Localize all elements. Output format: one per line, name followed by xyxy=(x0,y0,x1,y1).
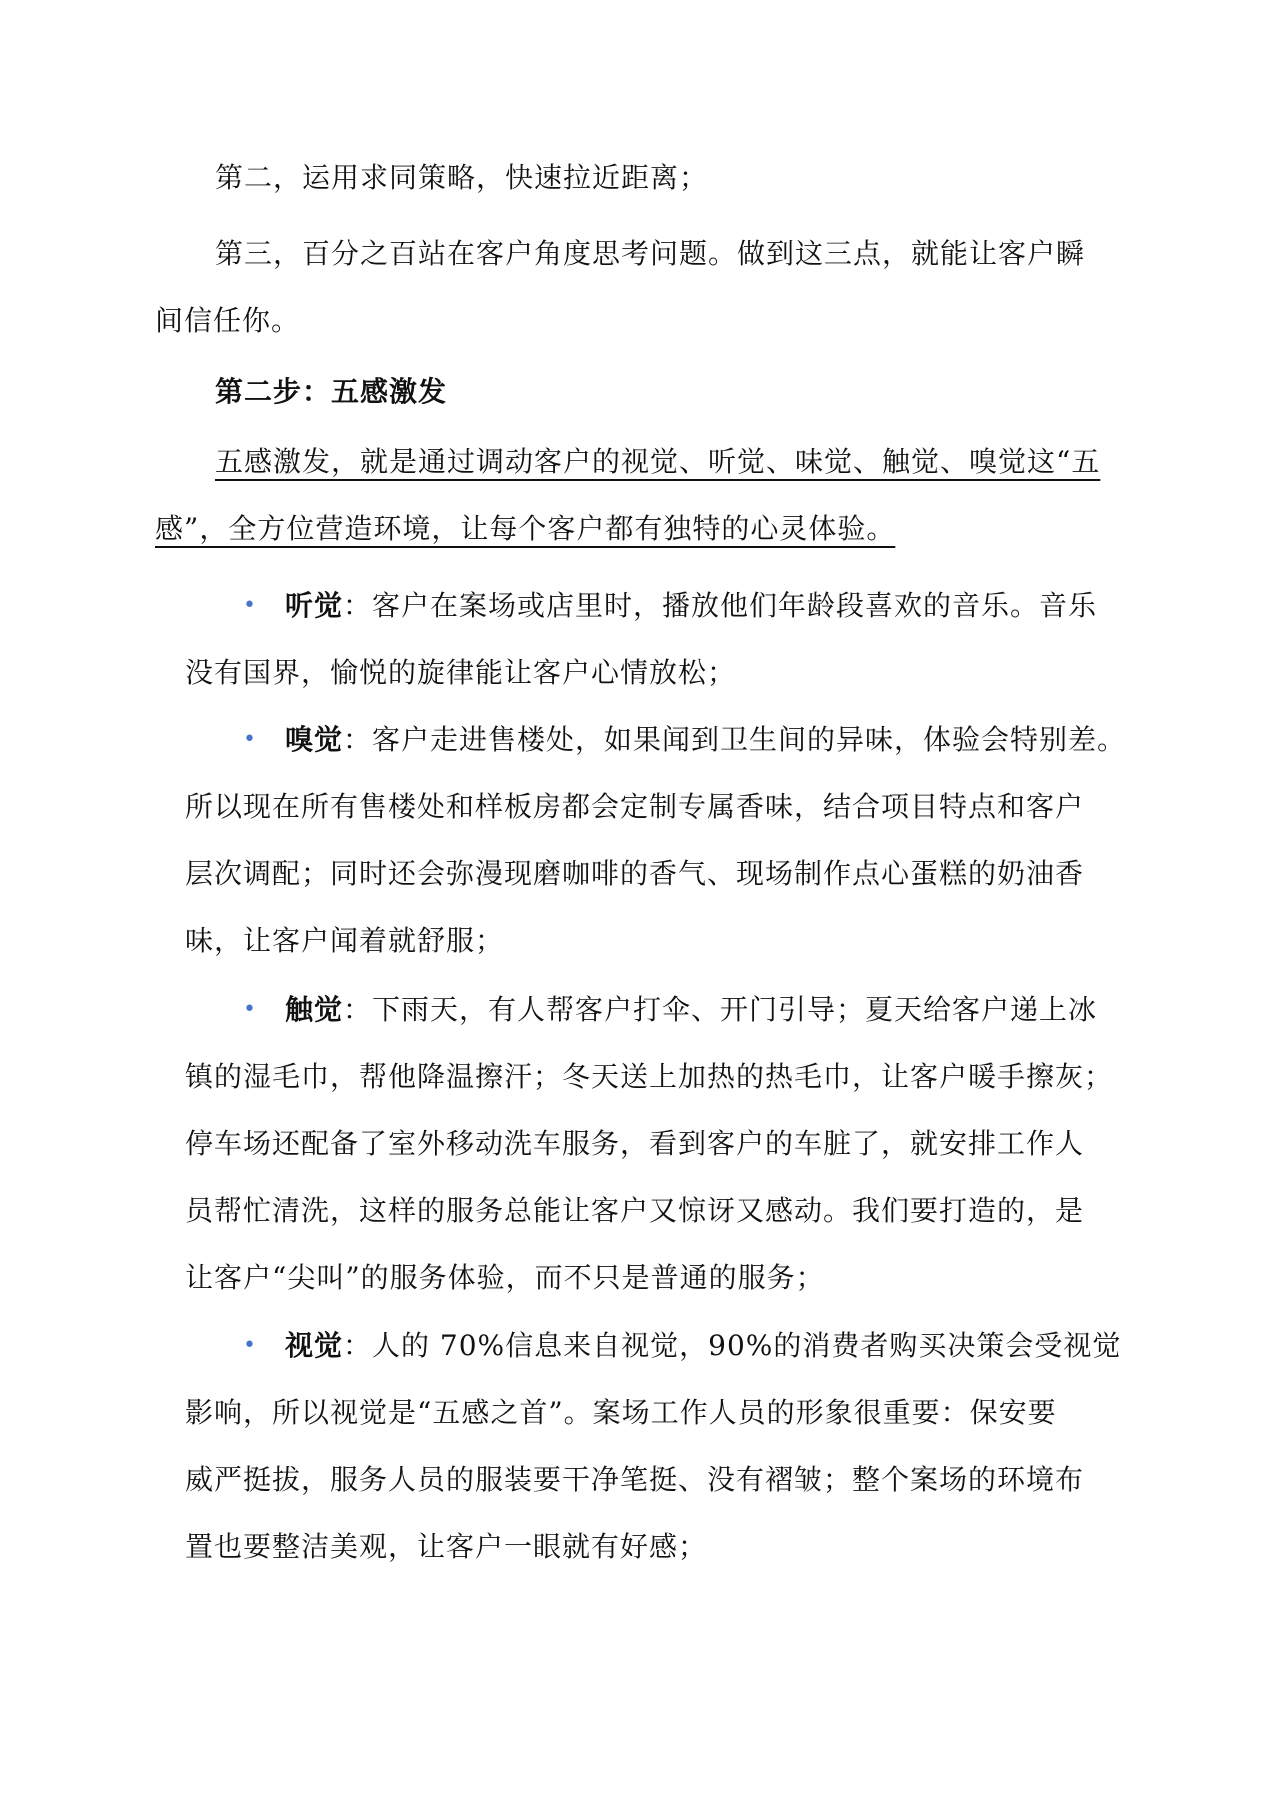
bullet-sight xyxy=(155,1312,1120,1580)
paragraph-third-point xyxy=(155,220,1120,354)
bullet-label: 触觉 xyxy=(285,993,344,1026)
bullet-text: ：下雨天，有人帮客户打伞、开门引导；夏天给客户递上冰 xyxy=(343,993,1098,1026)
paragraph-second-point xyxy=(155,144,1120,211)
bullet-hearing xyxy=(155,572,1120,706)
bullet-continuation: 停车场还配备了室外移动洗车服务，看到客户的车脏了，就安排工作人 xyxy=(185,1127,1085,1160)
bullet-icon: • xyxy=(243,727,257,752)
bullet-icon: • xyxy=(243,1333,257,1358)
bullet-label: 嗅觉 xyxy=(285,723,344,756)
list-item xyxy=(155,1312,1120,1379)
bullet-label: 听觉 xyxy=(285,589,344,622)
list-item xyxy=(155,706,1127,773)
list-item xyxy=(155,976,1120,1043)
bullet-continuation: 层次调配；同时还会弥漫现磨咖啡的香气、现场制作点心蛋糕的奶油香 xyxy=(185,857,1085,890)
intro-paragraph xyxy=(155,428,1120,562)
list-item xyxy=(155,572,1120,639)
paragraph-line xyxy=(155,495,1120,562)
bullet-text: ：人的 70%信息来自视觉，90%的消费者购买决策会受视觉 xyxy=(343,1329,1122,1362)
bullet-icon: • xyxy=(243,593,257,618)
bullet-continuation: 置也要整洁美观，让客户一眼就有好感； xyxy=(185,1530,708,1563)
bullet-continuation: 影响，所以视觉是“五感之首”。案场工作人员的形象很重要：保安要 xyxy=(185,1396,1057,1429)
paragraph-line: 第二，运用求同策略，快速拉近距离； xyxy=(215,161,709,194)
bullet-continuation: 所以现在所有售楼处和样板房都会定制专属香味，结合项目特点和客户 xyxy=(185,790,1085,823)
bullet-icon: • xyxy=(243,997,257,1022)
bullet-touch xyxy=(155,976,1120,1311)
paragraph-line xyxy=(155,428,1120,495)
bullet-continuation: 威严挺拔，服务人员的服装要干净笔挺、没有褶皱；整个案场的环境布 xyxy=(185,1463,1085,1496)
bullet-continuation: 让客户“尖叫”的服务体验，而不只是普通的服务； xyxy=(185,1261,825,1294)
heading-text: 第二步：五感激发 xyxy=(215,375,448,408)
underlined-text: 五感激发，就是通过调动客户的视觉、听觉、味觉、触觉、嗅觉这“五 xyxy=(215,445,1101,478)
bullet-continuation: 没有国界，愉悦的旋律能让客户心情放松； xyxy=(185,656,737,689)
bullet-smell xyxy=(155,706,1127,974)
bullet-text: ：客户走进售楼处，如果闻到卫生间的异味，体验会特别差。 xyxy=(343,723,1127,756)
bullet-text: ：客户在案场或店里时，播放他们年龄段喜欢的音乐。音乐 xyxy=(343,589,1098,622)
underlined-text: 感”，全方位营造环境，让每个客户都有独特的心灵体验。 xyxy=(155,512,896,545)
bullet-continuation: 镇的湿毛巾，帮他降温擦汗；冬天送上加热的热毛巾，让客户暖手擦灰； xyxy=(185,1060,1114,1093)
bullet-continuation: 味，让客户闻着就舒服； xyxy=(185,924,505,957)
paragraph-line: 间信任你。 xyxy=(155,304,301,337)
bullet-label: 视觉 xyxy=(285,1329,344,1362)
bullet-continuation: 员帮忙清洗，这样的服务总能让客户又惊讶又感动。我们要打造的，是 xyxy=(185,1194,1085,1227)
section-heading xyxy=(155,358,1120,425)
paragraph-line: 第三，百分之百站在客户角度思考问题。做到这三点，就能让客户瞬 xyxy=(215,237,1086,270)
